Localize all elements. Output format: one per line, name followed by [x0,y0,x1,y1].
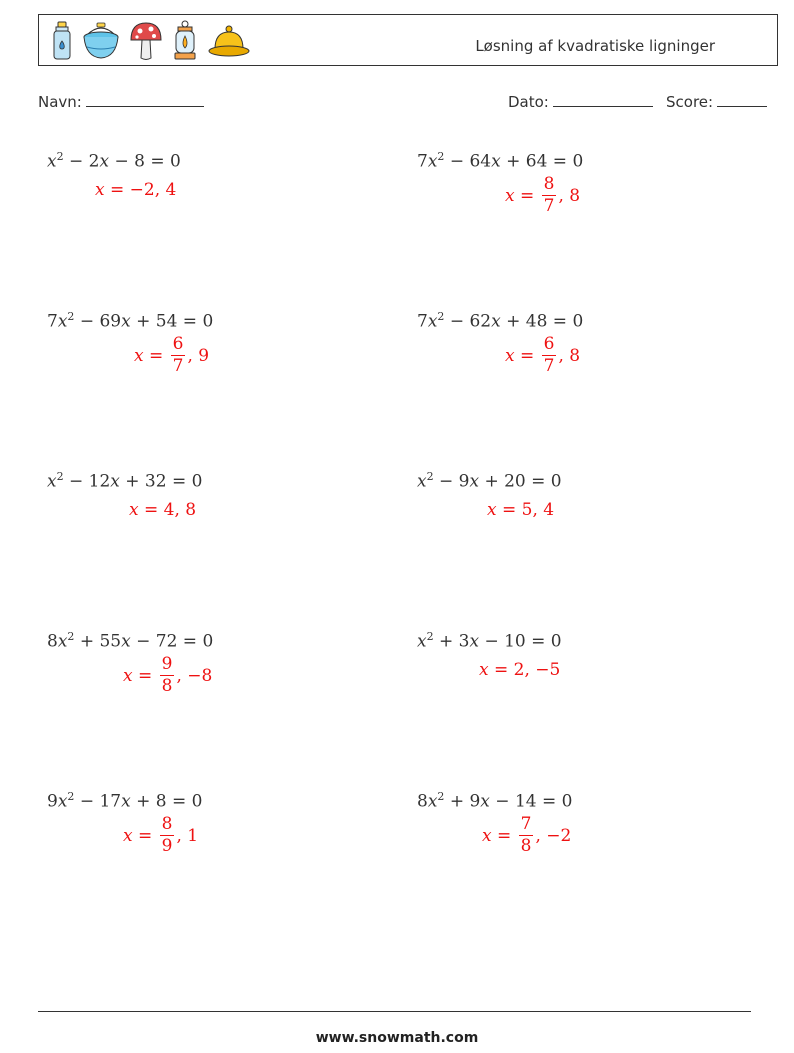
fraction-denominator: 7 [172,356,184,376]
answer-variable: x [487,500,497,520]
answer-root-b: 8 [569,185,581,206]
answer-variable: x [482,825,492,846]
equation-variable: x [121,791,131,812]
equation-linear-coefficient: − 64 [444,151,492,172]
equation [417,630,562,652]
equation-exponent: 2 [437,150,445,163]
answer-fraction [171,336,186,375]
answer-equals: = [138,500,164,520]
equation-constant: + 48 = 0 [500,311,584,332]
equation-coefficient: 7 [417,311,428,332]
equation [417,470,562,492]
equation-variable: x [427,791,438,812]
fraction-denominator: 7 [543,196,555,216]
fraction-numerator: 9 [161,654,173,674]
worksheet-header [38,14,778,66]
equation-variable: x [57,311,68,332]
score-field [666,92,767,111]
equation-constant: − 72 = 0 [130,631,214,652]
equation-exponent: 2 [67,630,75,643]
equation-linear-coefficient: − 17 [74,791,122,812]
answer-root-a: −2 [129,180,155,200]
date-label: Dato: [508,93,549,111]
answer-root-b: 8 [185,500,197,520]
answer-comma: , [174,500,186,520]
equation-constant: + 8 = 0 [130,791,203,812]
equation-constant: − 14 = 0 [489,791,573,812]
answer-equals: = [496,500,522,520]
answer-variable: x [123,665,133,686]
equation [47,310,213,332]
fraction-denominator: 7 [543,356,555,376]
fraction-denominator: 9 [161,836,173,856]
equation-variable: x [417,631,427,652]
equation-exponent: 2 [56,470,64,483]
footer-divider [38,1011,751,1012]
equation-variable: x [47,471,57,492]
equation-variable: x [469,471,480,492]
answer [487,500,554,520]
answer-variable: x [95,180,105,200]
answer-variable: x [134,345,144,366]
equation [417,150,583,172]
bell-icon [207,23,251,59]
answer-comma: , [176,665,188,686]
equation [47,150,181,172]
answer-equals: = [132,825,158,846]
answer-variable: x [505,345,515,366]
answer [95,180,176,200]
equation [47,630,213,652]
equation-variable: x [427,311,438,332]
answer-equals: = [514,185,540,206]
equation-variable: x [99,151,110,172]
equation [417,310,583,332]
answer-equals: = [514,345,540,366]
equation-exponent: 2 [67,310,75,323]
equation-variable: x [57,791,68,812]
answer-root-a: 2 [513,660,525,680]
equation-coefficient: 7 [417,151,428,172]
answer-equals: = [488,660,514,680]
fraction-denominator: 8 [520,836,532,856]
answer-root-a: 5 [521,500,533,520]
answer-comma: , [524,660,536,680]
answer-fraction [542,176,557,215]
equation-variable: x [57,631,68,652]
equation-constant: + 64 = 0 [500,151,584,172]
equation-variable: x [121,311,131,332]
answer-comma: , [558,185,570,206]
answer-fraction [160,656,175,695]
answer [123,816,198,855]
equation-linear-coefficient: − 9 [433,471,470,492]
answer-root-b: −5 [535,660,561,680]
answer-equals: = [132,665,158,686]
equation-exponent: 2 [437,790,445,803]
answer-variable: x [123,825,133,846]
answer-root-b: 4 [543,500,555,520]
answer-root-b: 4 [165,180,177,200]
answer-root-b: −2 [546,825,572,846]
name-blank[interactable] [86,92,204,107]
equation-constant: + 32 = 0 [119,471,203,492]
answer-equals: = [143,345,169,366]
equation-linear-coefficient: + 9 [444,791,481,812]
answer-comma: , [154,180,166,200]
equation-constant: − 8 = 0 [109,151,181,172]
name-field [38,92,204,111]
answer-comma: , [187,345,199,366]
footer-url: www.snowmath.com [315,1030,479,1046]
equation-variable: x [121,631,131,652]
lantern-icon [171,20,199,62]
equation-variable: x [491,311,501,332]
answer-root-b: 1 [187,825,199,846]
fraction-numerator: 8 [161,814,173,834]
equation-variable: x [47,151,57,172]
equation-exponent: 2 [426,470,434,483]
equation-coefficient: 9 [47,791,58,812]
equation [47,470,202,492]
answer [505,336,580,375]
answer [123,656,212,695]
equation-variable: x [491,151,501,172]
equation-linear-coefficient: − 2 [63,151,100,172]
answer-comma: , [558,345,570,366]
answer-equals: = [104,180,130,200]
equation [417,790,572,812]
answer-fraction [542,336,557,375]
equation-coefficient: 8 [417,791,428,812]
date-blank[interactable] [553,92,653,107]
name-label: Navn: [38,93,82,111]
equation-exponent: 2 [67,790,75,803]
answer [482,816,571,855]
equation-coefficient: 7 [47,311,58,332]
answer-comma: , [532,500,544,520]
worksheet-title: Løsning af kvadratiske ligninger [475,37,715,55]
answer-root-a: 4 [163,500,175,520]
equation-exponent: 2 [56,150,64,163]
equation-variable: x [427,151,438,172]
equation-variable: x [469,631,480,652]
equation-linear-coefficient: + 3 [433,631,470,652]
answer-fraction [519,816,534,855]
answer-variable: x [505,185,515,206]
equation-exponent: 2 [426,630,434,643]
answer-comma: , [176,825,188,846]
equation-linear-coefficient: − 69 [74,311,122,332]
answer-variable: x [129,500,139,520]
equation-linear-coefficient: − 62 [444,311,492,332]
answer-root-b: 9 [198,345,210,366]
equation-coefficient: 8 [47,631,58,652]
equation-constant: + 20 = 0 [479,471,562,492]
equation-variable: x [110,471,120,492]
water-bottle-icon [51,21,73,61]
answer-comma: , [535,825,547,846]
answer-equals: = [491,825,517,846]
equation-constant: − 10 = 0 [479,631,562,652]
answer-root-b: 8 [569,345,581,366]
answer [479,660,560,680]
fraction-numerator: 7 [520,814,532,834]
answer-fraction [160,816,175,855]
equation-linear-coefficient: − 12 [63,471,111,492]
header-icons [51,19,251,63]
fraction-numerator: 6 [172,334,184,354]
equation-variable: x [417,471,427,492]
equation-variable: x [480,791,490,812]
equation [47,790,202,812]
answer [505,176,580,215]
equation-linear-coefficient: + 55 [74,631,122,652]
mushroom-icon [129,20,163,62]
equation-exponent: 2 [437,310,445,323]
answer-variable: x [479,660,489,680]
answer [129,500,196,520]
fraction-denominator: 8 [161,676,173,696]
fraction-numerator: 6 [543,334,555,354]
bucket-icon [81,21,121,61]
score-label: Score: [666,93,714,111]
equation-constant: + 54 = 0 [130,311,214,332]
fraction-numerator: 8 [543,174,555,194]
date-field [508,92,653,111]
answer-root-b: −8 [187,665,213,686]
answer [134,336,209,375]
score-blank[interactable] [717,92,767,107]
